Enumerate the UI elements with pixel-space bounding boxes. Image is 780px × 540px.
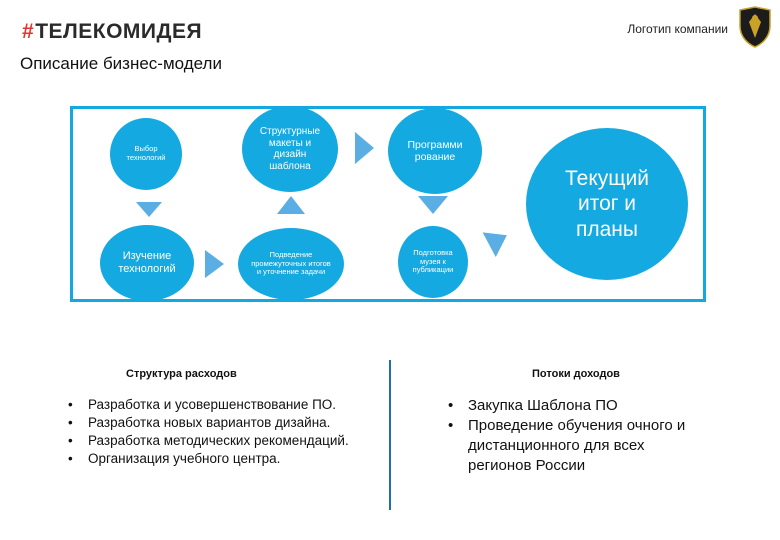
arrow-down-2 xyxy=(418,196,448,214)
shield-emblem-icon xyxy=(738,6,772,48)
brand-name: ТЕЛЕКОМИДЕЯ xyxy=(35,20,203,43)
node-current-result-label: Текущий итог и планы xyxy=(565,166,649,241)
list-item: • Закупка Шаблона ПО xyxy=(448,397,618,414)
node-programming-label: Программи рование xyxy=(407,138,463,163)
bullet-icon: • xyxy=(68,433,73,448)
page-title: Описание бизнес-модели xyxy=(20,54,222,73)
node-study-tech-label: Изучение технологий xyxy=(118,250,176,275)
section-divider xyxy=(389,360,391,510)
costs-list xyxy=(68,396,378,468)
node-museum xyxy=(398,226,468,298)
node-choose-tech xyxy=(110,118,182,190)
arrow-right-2 xyxy=(355,132,374,164)
node-study-tech xyxy=(100,225,194,301)
list-item: • Организация учебного центра. xyxy=(68,451,281,466)
node-summary-label: Подведение промежуточных итогов и уточнение задачи xyxy=(251,250,331,277)
bullet-icon: • xyxy=(68,451,73,466)
bullet-icon: • xyxy=(68,397,73,412)
list-item: • Проведение обучения очного и дистанционного для всех регионов России xyxy=(448,417,686,474)
list-item: • Разработка и усовершенствование ПО. xyxy=(68,397,337,412)
arrow-up-1 xyxy=(277,196,305,214)
node-museum-label: Подготовка музея к публикации xyxy=(412,248,454,275)
node-summary xyxy=(238,228,344,300)
node-layouts-label: Структурные макеты и дизайн шаблона xyxy=(259,126,321,172)
node-programming xyxy=(388,108,482,194)
node-layouts xyxy=(242,106,338,192)
arrow-down-1 xyxy=(136,202,162,217)
node-current-result xyxy=(526,128,688,280)
bullet-icon: • xyxy=(448,417,454,434)
revenue-heading: Потоки доходов xyxy=(532,368,620,380)
node-choose-tech-label: Выбор технологий xyxy=(126,144,166,162)
bullet-icon: • xyxy=(68,415,73,430)
costs-heading: Структура расходов xyxy=(126,368,237,380)
company-logo-label: Логотип компании xyxy=(627,22,728,36)
brand-hash: # xyxy=(22,20,35,43)
list-item: • Разработка методических рекомендаций. xyxy=(68,433,349,448)
arrow-right-1 xyxy=(205,250,224,278)
bullet-icon: • xyxy=(448,397,454,414)
revenue-list xyxy=(448,396,698,476)
brand-logo xyxy=(22,20,202,44)
list-item: • Разработка новых вариантов дизайна. xyxy=(68,415,331,430)
